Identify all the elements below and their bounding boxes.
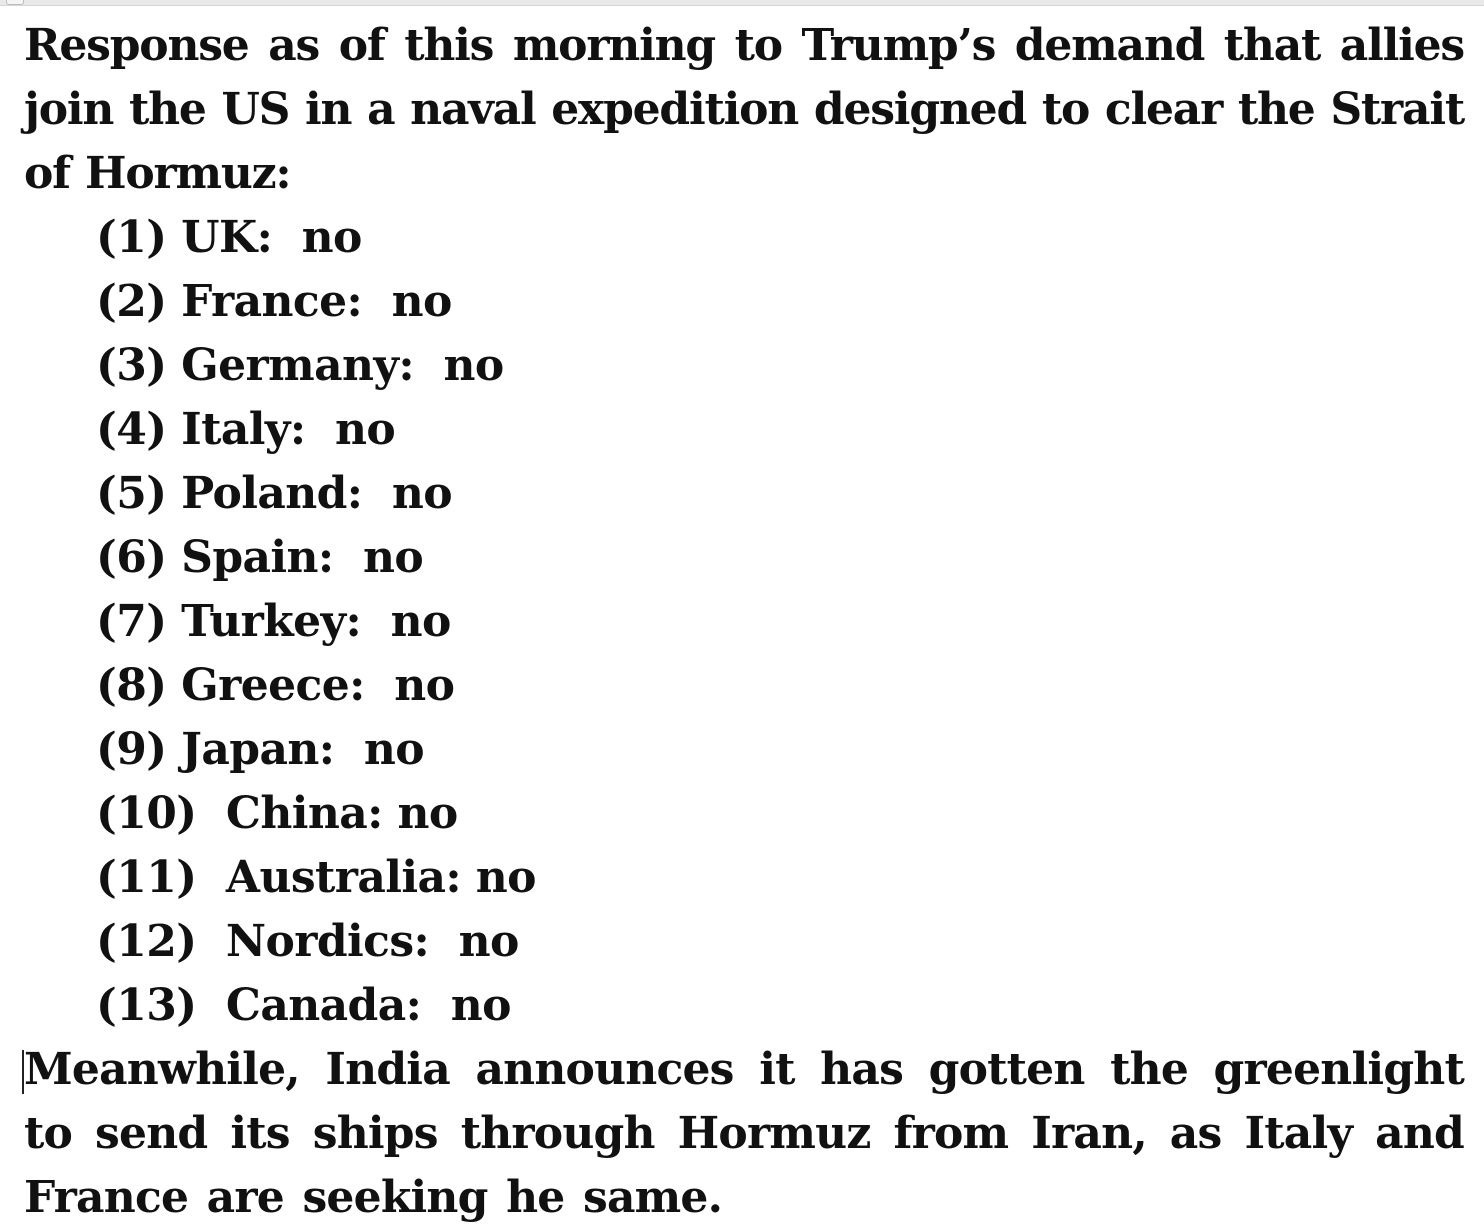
item-answer: no [391, 276, 452, 327]
list-item [96, 334, 1464, 398]
intro-paragraph: Response as of this morning to Trump’s demand that allies join the US in a naval expedition designed to clear the Strait of Hormuz: [24, 20, 1464, 199]
item-number: (8) [96, 660, 167, 711]
window-corner-icon [6, 0, 24, 5]
item-number: (10) [96, 788, 197, 839]
item-answer: no [394, 660, 455, 711]
item-number: (13) [96, 980, 197, 1031]
item-number: (9) [96, 724, 167, 775]
item-answer: no [397, 788, 458, 839]
closing-text: Meanwhile, India announces it has gotten the greenlight to send its ships through Hormuz from Iran, as Italy and France are seeking he same. [24, 1044, 1464, 1223]
item-country: UK: [181, 212, 273, 263]
item-answer: no [334, 404, 396, 455]
item-answer: no [301, 212, 362, 263]
closing-paragraph [24, 1038, 1464, 1230]
item-answer: no [391, 468, 453, 519]
item-number: (4) [96, 404, 167, 455]
item-number: (3) [96, 340, 167, 391]
window-top-edge [0, 0, 1484, 6]
item-number: (2) [96, 276, 167, 327]
list-item [96, 206, 1464, 270]
item-answer: no [443, 340, 504, 391]
item-country: Australia: [225, 852, 462, 903]
item-country: Nordics: [225, 916, 430, 967]
item-answer: no [475, 852, 536, 903]
item-country: Canada: [225, 980, 422, 1031]
item-answer: no [363, 724, 424, 775]
list-item [96, 654, 1464, 718]
item-country: China: [225, 788, 383, 839]
item-number: (11) [96, 852, 197, 903]
item-number: (7) [96, 596, 167, 647]
item-country: Italy: [181, 404, 306, 455]
item-country: Japan: [181, 724, 335, 775]
item-answer: no [458, 916, 519, 967]
list-item [96, 398, 1464, 462]
item-number: (12) [96, 916, 197, 967]
list-item [96, 846, 1464, 910]
item-country: Germany: [181, 340, 414, 391]
list-item [96, 974, 1464, 1038]
item-country: Greece: [181, 660, 365, 711]
list-item [96, 526, 1464, 590]
item-country: France: [181, 276, 363, 327]
response-list [24, 206, 1464, 1038]
item-number: (1) [96, 212, 167, 263]
list-item [96, 718, 1464, 782]
item-country: Turkey: [181, 596, 362, 647]
document-body[interactable] [24, 14, 1464, 1230]
list-item [96, 782, 1464, 846]
text-cursor [22, 1050, 24, 1094]
item-number: (5) [96, 468, 167, 519]
list-item [96, 910, 1464, 974]
item-answer: no [363, 532, 424, 583]
list-item [96, 270, 1464, 334]
item-answer: no [390, 596, 451, 647]
list-item [96, 590, 1464, 654]
item-country: Spain: [181, 532, 334, 583]
item-country: Poland: [181, 468, 363, 519]
list-item [96, 462, 1464, 526]
item-number: (6) [96, 532, 167, 583]
item-answer: no [450, 980, 511, 1031]
